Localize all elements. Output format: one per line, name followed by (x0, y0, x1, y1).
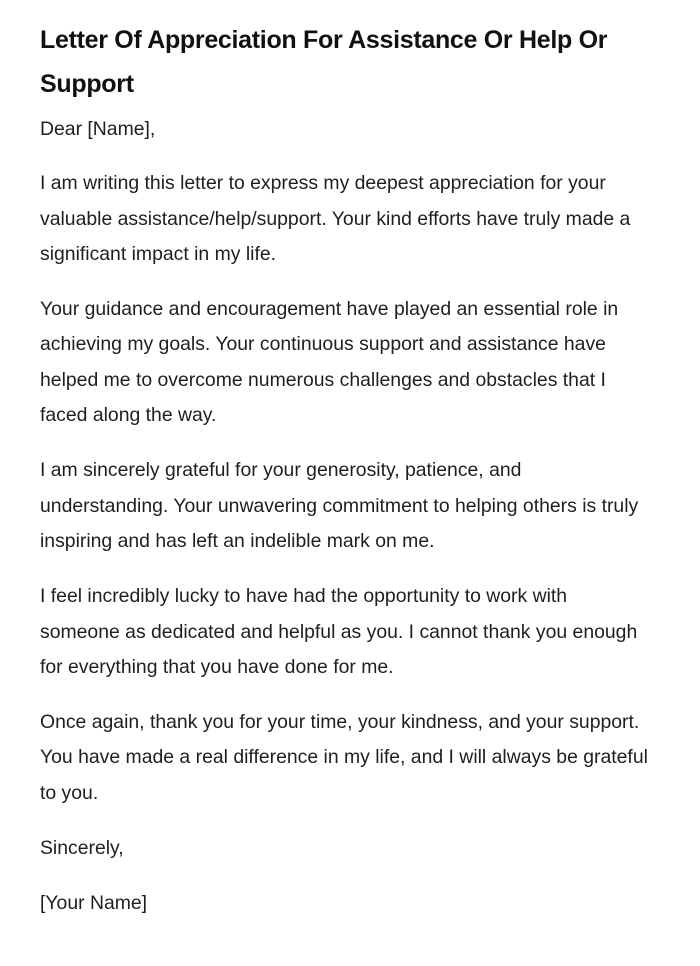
body-paragraph-2: Your guidance and encouragement have played an essential role in achieving my goals. Your continuous support and assistance have helped me to overcome numerous challenges and obstacles that I faced along the way. (40, 298, 619, 427)
letter-title: Letter Of Appreciation For Assistance Or Help Or Support (40, 26, 608, 98)
body-paragraph-4: I feel incredibly lucky to have had the opportunity to work with someone as dedicated and helpful as you. I cannot thank you enough for everything that you have done for me. (40, 585, 638, 678)
body-paragraph-3: I am sincerely grateful for your generosity, patience, and understanding. Your unwavering commitment to helping others is truly inspiring and has left an indelible mark on me. (40, 459, 639, 552)
body-paragraph-1: I am writing this letter to express my deepest appreciation for your valuable assistance/help/support. Your kind efforts have truly made a significant impact in my life. (40, 172, 631, 265)
salutation: Dear [Name], (40, 118, 156, 140)
signature: [Your Name] (40, 892, 148, 915)
body-paragraph-5: Once again, thank you for your time, your kindness, and your support. You have made a real difference in my life, and I will always be grateful to you. (40, 711, 648, 804)
closing: Sincerely, (40, 837, 124, 860)
letter-document (40, 18, 650, 942)
